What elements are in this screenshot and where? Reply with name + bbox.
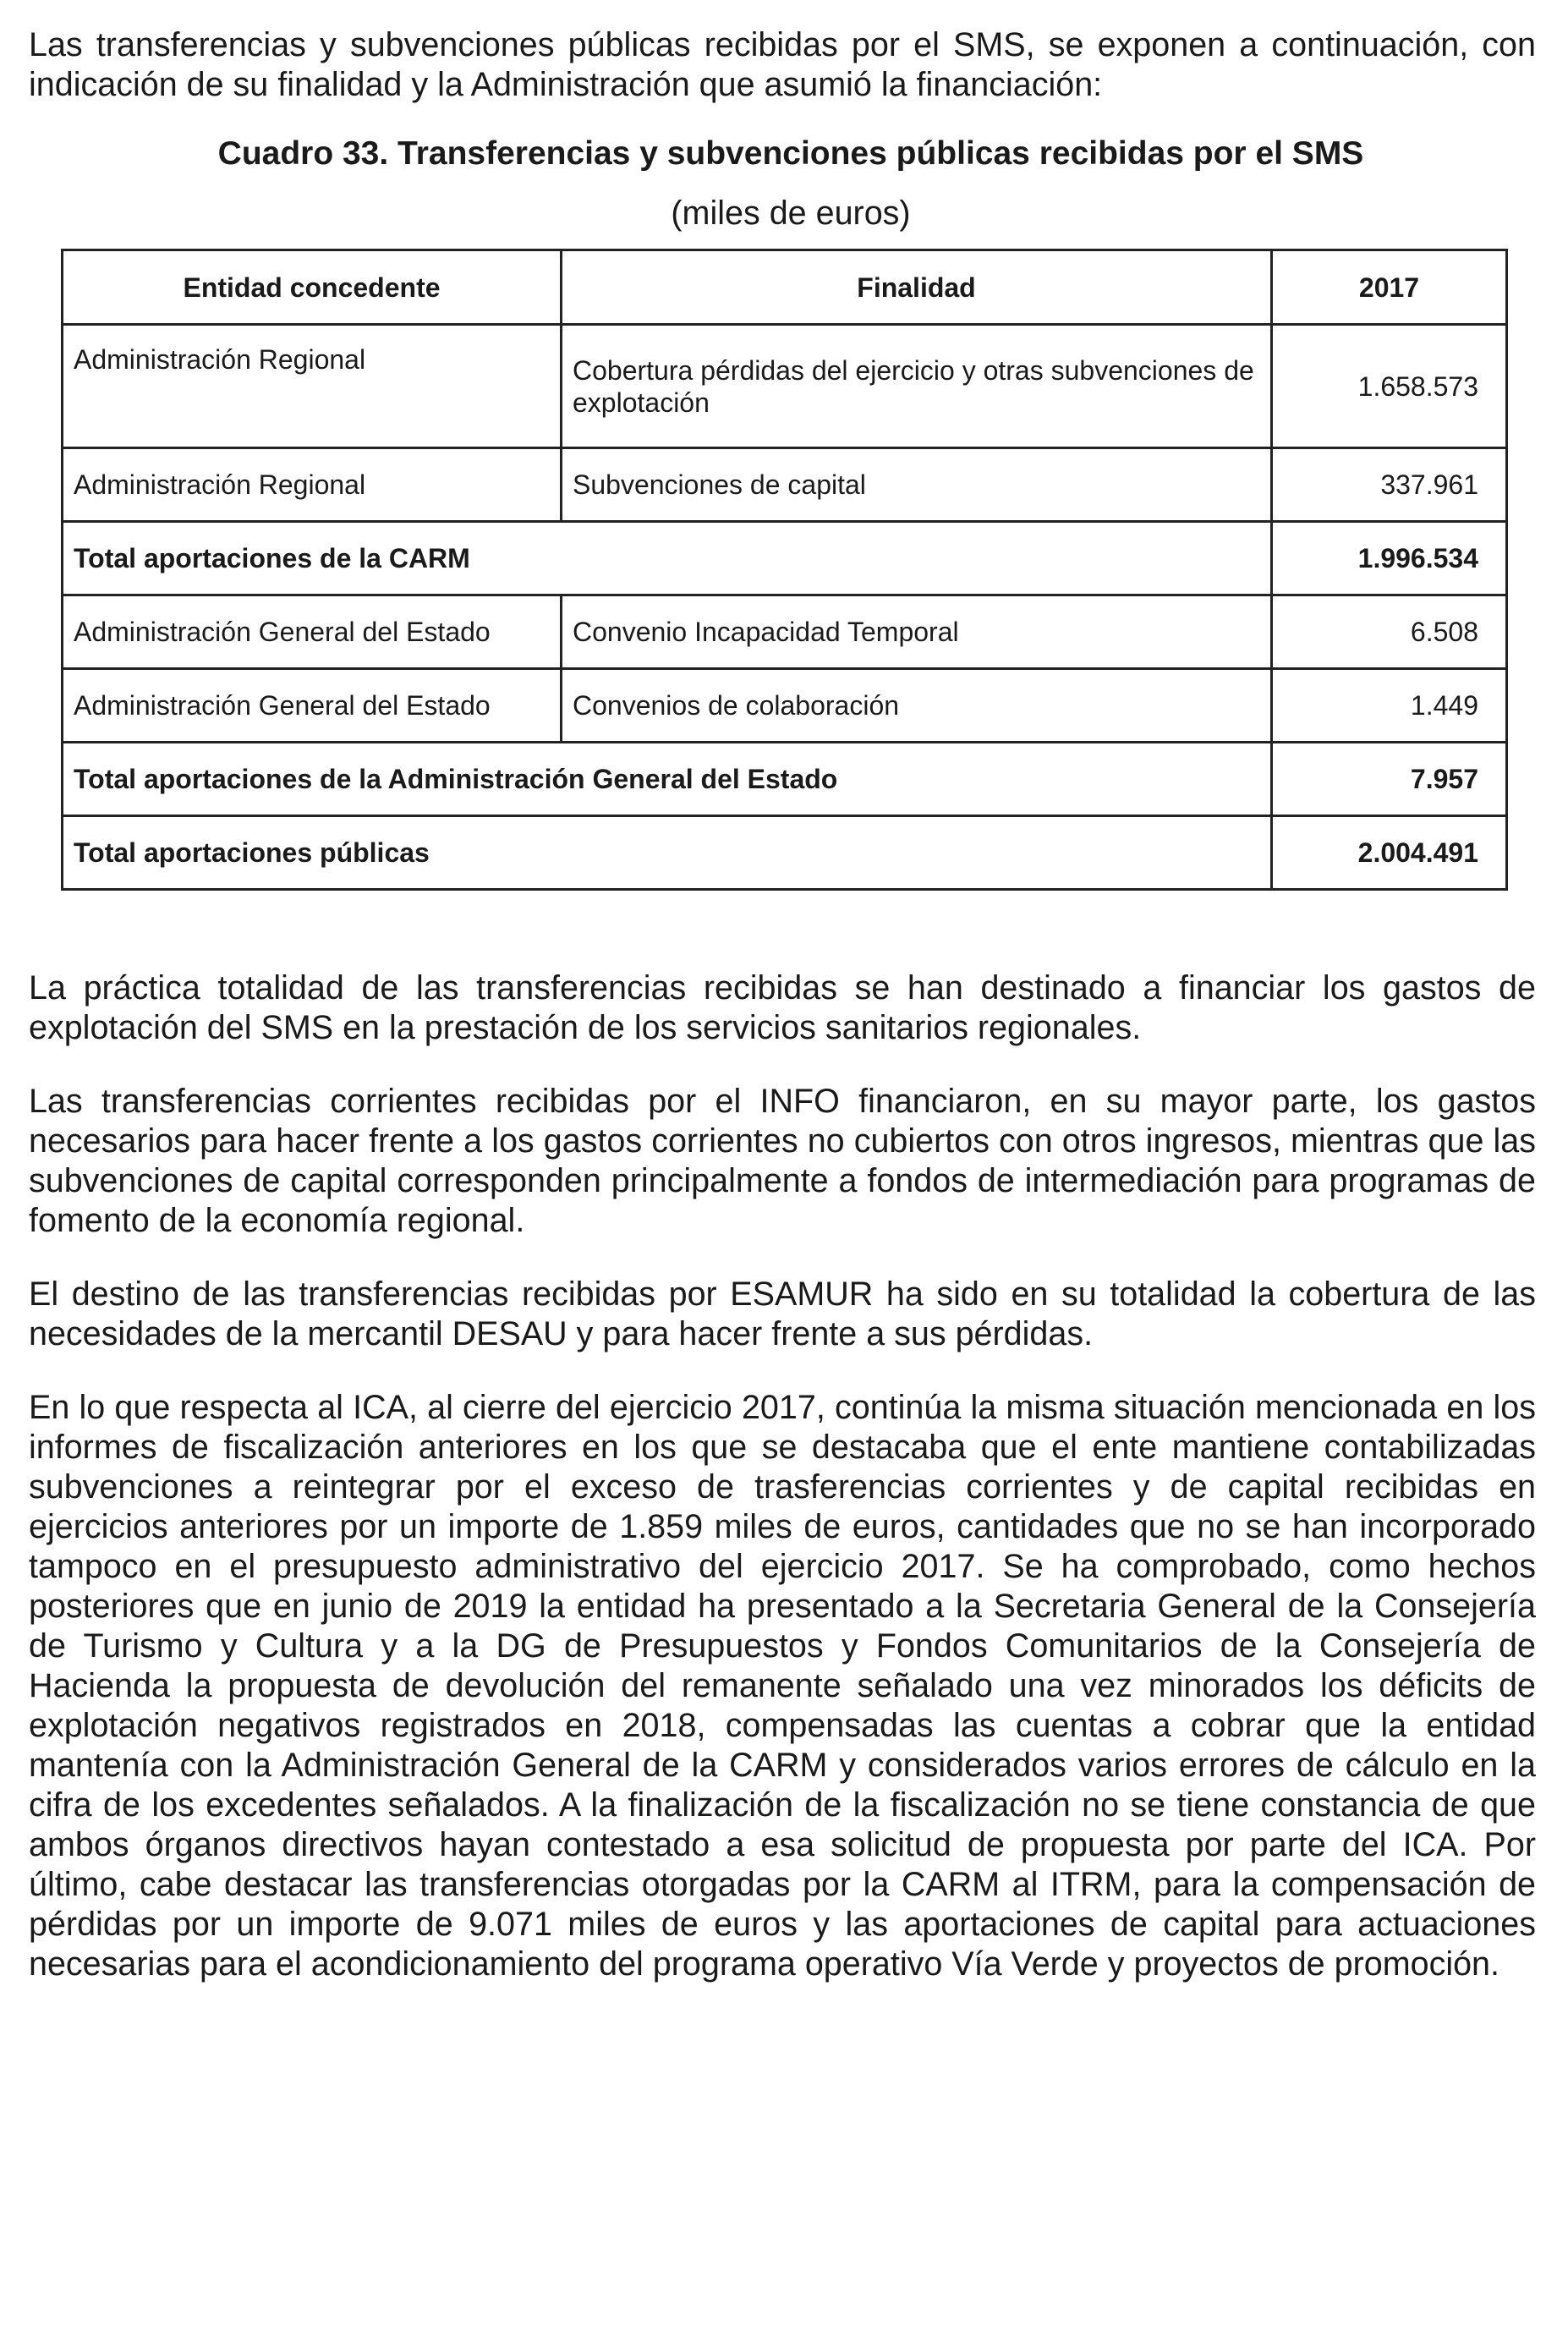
cell-value: 6.508 <box>1272 595 1507 669</box>
cell-purpose: Convenios de colaboración <box>562 669 1272 743</box>
header-entity: Entidad concedente <box>63 250 562 325</box>
table-row <box>63 669 1507 743</box>
cell-total-value: 2.004.491 <box>1272 816 1507 890</box>
table-row <box>63 448 1507 522</box>
intro-paragraph: Las transferencias y subvenciones públicas recibidas por el SMS, se exponen a continuación, con indicación de su finalidad y la Administración que asumió la financiación: <box>29 26 1536 103</box>
cell-entity: Administración Regional <box>63 448 562 522</box>
cell-value: 1.449 <box>1272 669 1507 743</box>
body-paragraph: La práctica totalidad de las transferencias recibidas se han destinado a financiar los gastos de explotación del SMS en la prestación de los servicios sanitarios regionales. <box>29 969 1536 1046</box>
cell-total-value: 1.996.534 <box>1272 522 1507 595</box>
header-year: 2017 <box>1272 250 1507 325</box>
table-total-row <box>63 743 1507 816</box>
cell-entity: Administración General del Estado <box>63 595 562 669</box>
table-caption: Cuadro 33. Transferencias y subvenciones públicas recibidas por el SMS <box>217 135 1364 172</box>
table-header-row <box>63 250 1507 325</box>
header-purpose: Finalidad <box>562 250 1272 325</box>
body-paragraph: En lo que respecta al ICA, al cierre del ejercicio 2017, continúa la misma situación mencionada en los informes de fiscalización anteriores en los que se destacaba que el ente mantiene contabilizadas subvenciones a reintegrar por el exceso de trasferencias corrientes y de capital recibidas en ejercicios anteriores por un importe de 1.859 miles de euros, cantidades que no se han incorporado tampoco en el presupuesto administrativo del ejercicio 2017. Se ha comprobado, como hechos posteriores que en junio de 2019 la entidad ha presentado a la Secretaria General de la Consejería de Turismo y Cultura y a la DG de Presupuestos y Fondos Comunitarios de la Consejería de Hacienda la propuesta de devolución del remanente señalado una vez minorados los déficits de explotación negativos registrados en 2018, compensadas las cuentas a cobrar que la entidad mantenía con la Administración General de la CARM y considerados varios errores de cálculo en la cifra de los excedentes señalados. A la finalización de la fiscalización no se tiene constancia de que ambos órganos directivos hayan contestado a esa solicitud de propuesta por parte del ICA. Por último, cabe destacar las transferencias otorgadas por la CARM al ITRM, para la compensación de pérdidas por un importe de 9.071 miles de euros y las aportaciones de capital para actuaciones necesarias para el acondicionamiento del programa operativo Vía Verde y proyectos de promoción. <box>29 1389 1536 1983</box>
body-paragraph: El destino de las transferencias recibidas por ESAMUR ha sido en su totalidad la cobertura de las necesidades de la mercantil DESAU y para hacer frente a sus pérdidas. <box>29 1275 1536 1352</box>
cell-purpose: Subvenciones de capital <box>562 448 1272 522</box>
cell-total-label: Total aportaciones de la Administración General del Estado <box>63 743 1272 816</box>
table-row <box>63 595 1507 669</box>
transfers-table <box>61 249 1508 891</box>
cell-entity: Administración Regional <box>63 325 562 448</box>
cell-value: 1.658.573 <box>1272 325 1507 448</box>
cell-value: 337.961 <box>1272 448 1507 522</box>
table-total-row <box>63 522 1507 595</box>
cell-purpose: Convenio Incapacidad Temporal <box>562 595 1272 669</box>
cell-entity: Administración General del Estado <box>63 669 562 743</box>
cell-total-label: Total aportaciones públicas <box>63 816 1272 890</box>
document-page <box>29 25 1536 1984</box>
table-grand-total-row <box>63 816 1507 890</box>
table-row <box>63 325 1507 448</box>
body-paragraph: Las transferencias corrientes recibidas por el INFO financiaron, en su mayor parte, los gastos necesarios para hacer frente a los gastos corrientes no cubiertos con otros ingresos, mientras que las subvenciones de capital corresponden principalmente a fondos de intermediación para programas de fomento de la economía regional. <box>29 1083 1536 1239</box>
cell-purpose: Cobertura pérdidas del ejercicio y otras subvenciones de explotación <box>562 325 1272 448</box>
cell-total-value: 7.957 <box>1272 743 1507 816</box>
cell-total-label: Total aportaciones de la CARM <box>63 522 1272 595</box>
table-units: (miles de euros) <box>671 195 911 232</box>
